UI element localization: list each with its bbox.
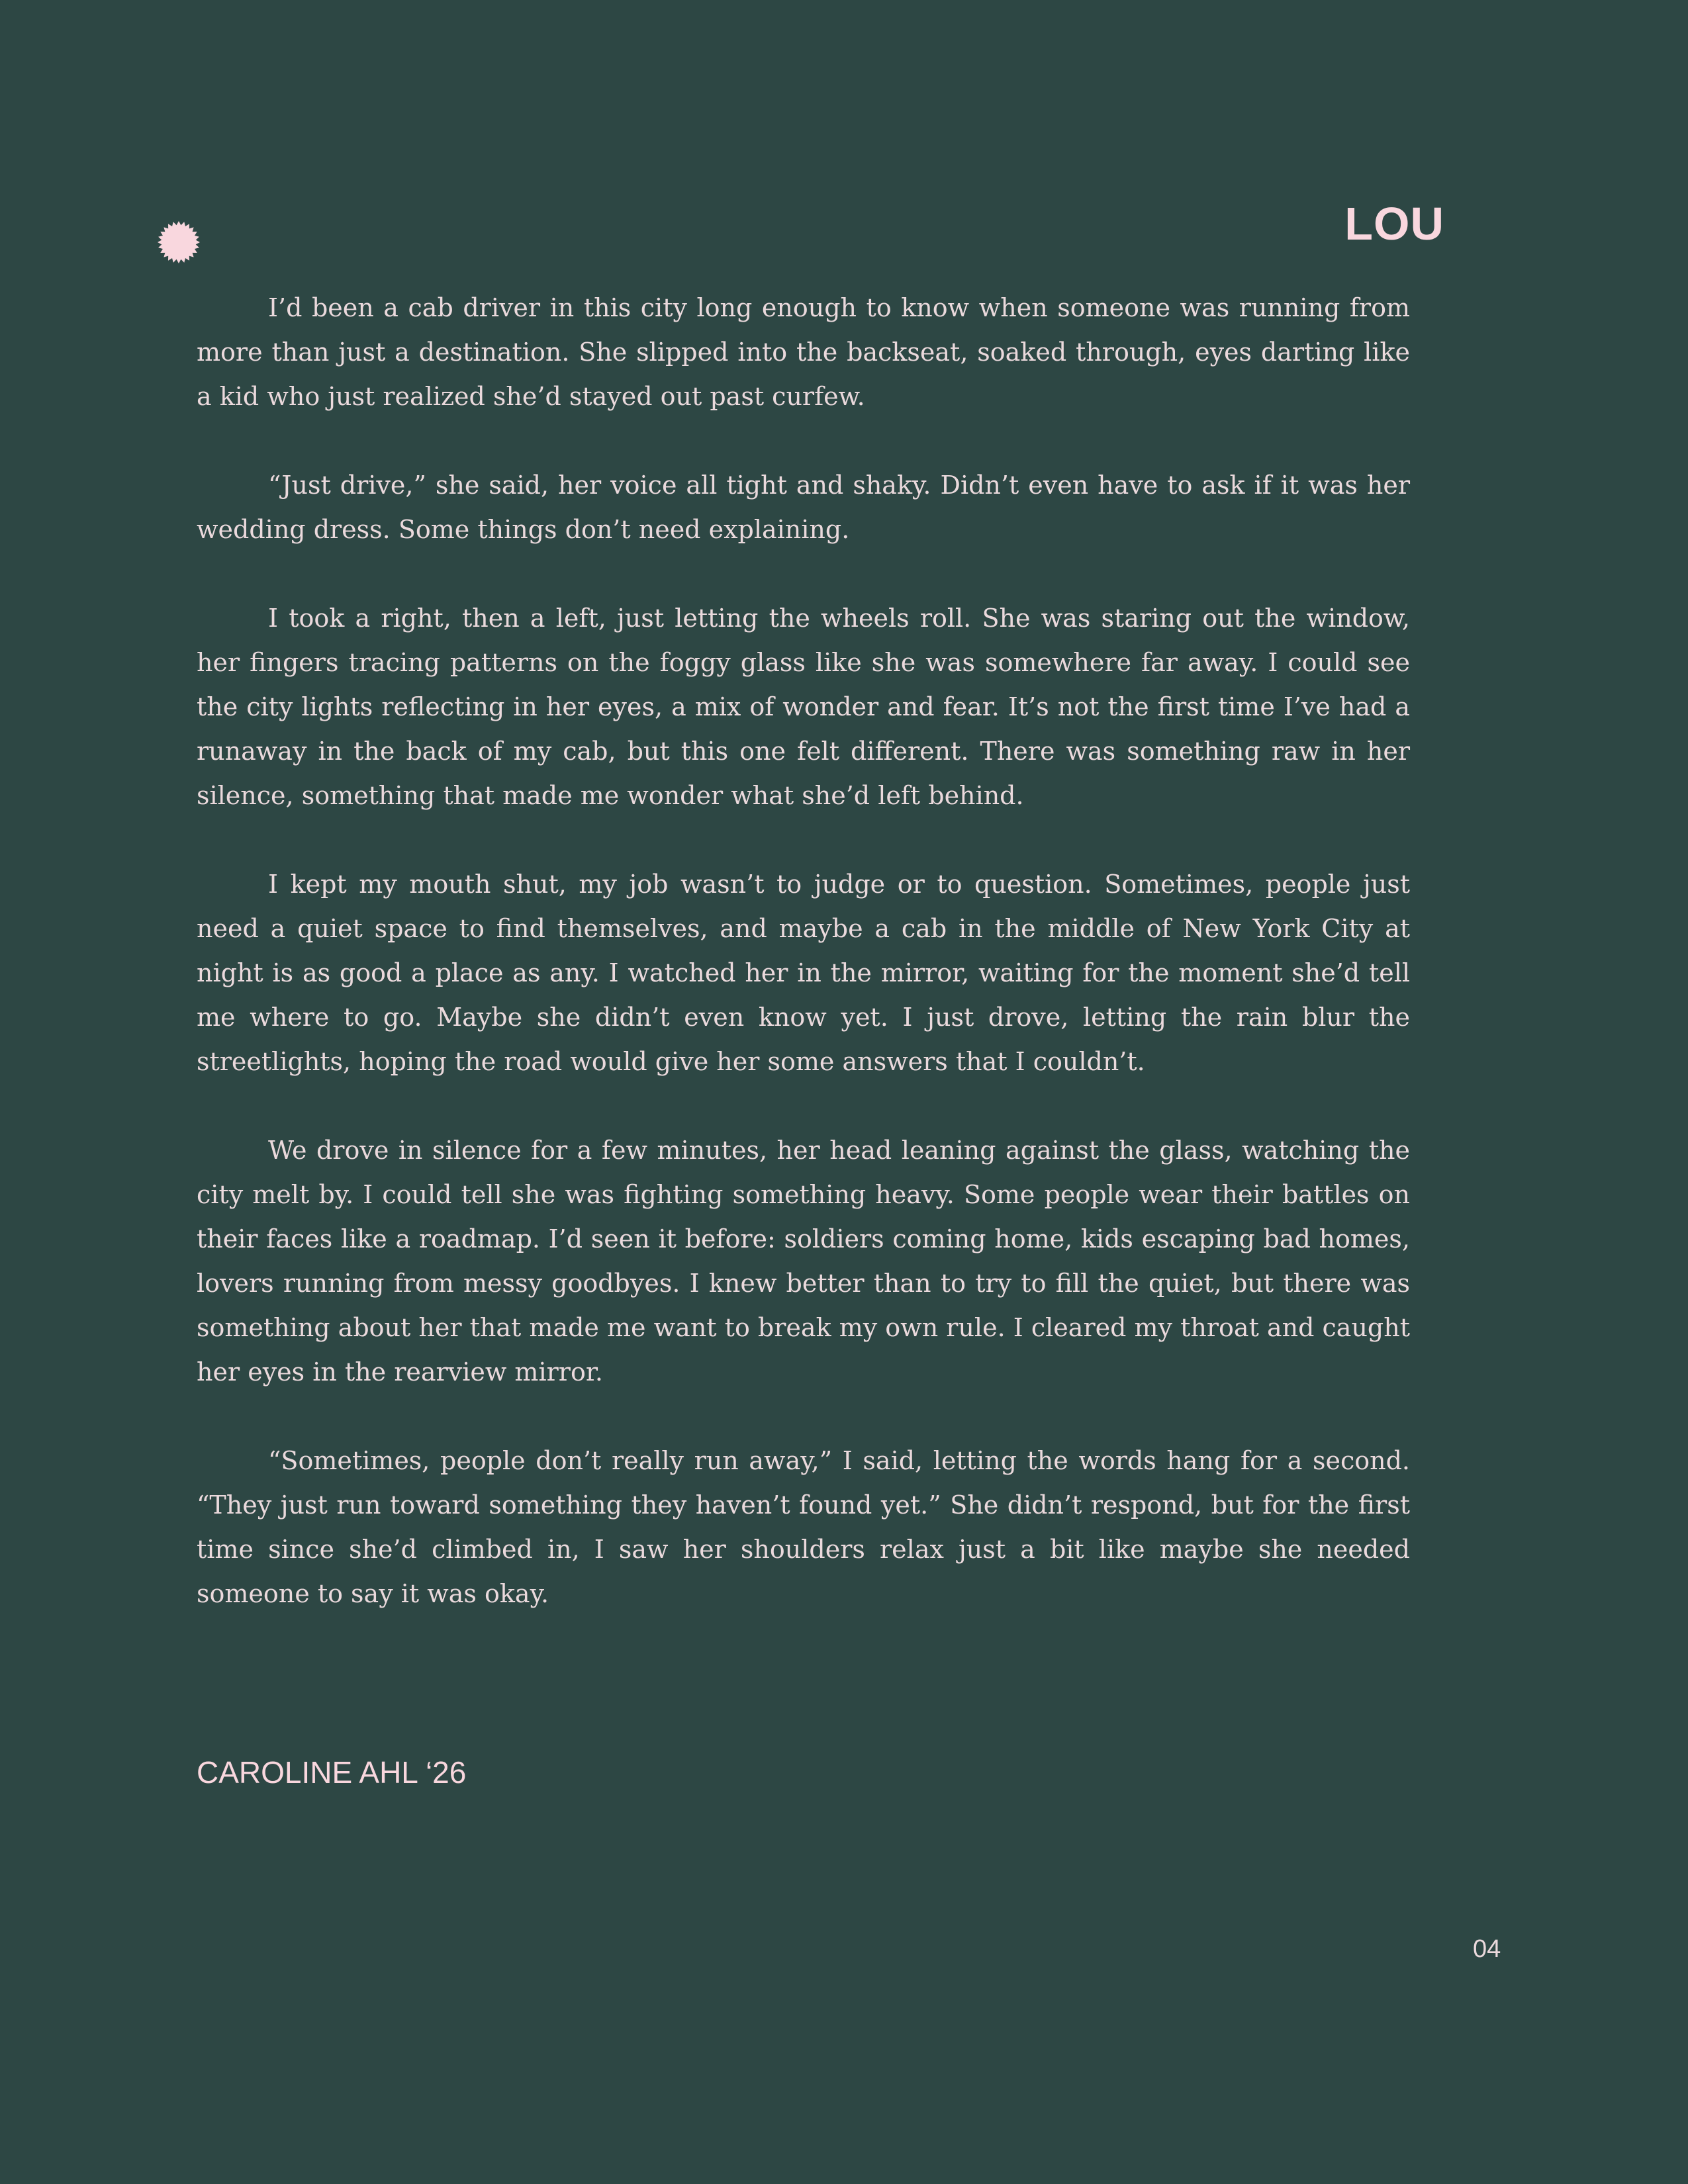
story-paragraph: “Sometimes, people don’t really run away,” I said, letting the words hang for a second. “They just run toward something they haven’t found yet.” She didn’t respond, but for the first time since she’d climbed in, I saw her shoulders relax just a bit like maybe she needed someone to say it was okay. [197,1446,1410,1608]
starburst-shape [158,221,200,263]
story-title: LOU [1344,198,1444,250]
story-paragraph: We drove in silence for a few minutes, her head leaning against the glass, watching the city melt by. I could tell she was fighting something heavy. Some people wear their battles on their faces like a roadmap. I’d seen it before: soldiers coming home, kids escaping bad homes, lovers running from messy goodbyes. I knew better than to try to fill the quiet, but there was something about her that made me want to break my own rule. I cleared my throat and caught her eyes in the rearview mirror. [197,1136,1410,1387]
story-paragraph: I kept my mouth shut, my job wasn’t to judge or to question. Sometimes, people just need a quiet space to find themselves, and maybe a cab in the middle of New York City at night is as good a place as any. I watched her in the mirror, waiting for the moment she’d tell me where to go. Maybe she didn’t even know yet. I just drove, letting the rain blur the streetlights, hoping the road would give her some answers that I couldn’t. [197,870,1410,1076]
story-paragraph: I took a right, then a left, just letting the wheels roll. She was staring out the window, her fingers tracing patterns on the foggy glass like she was somewhere far away. I could see the city lights reflecting in her eyes, a mix of wonder and fear. It’s not the first time I’ve had a runaway in the back of my cab, but this one felt different. There was something raw in her silence, something that made me wonder what she’d left behind. [197,604,1410,810]
author-byline: CAROLINE AHL ‘26 [197,1755,467,1790]
story-paragraph: “Just drive,” she said, her voice all tight and shaky. Didn’t even have to ask if it was her wedding dress. Some things don’t need explaining. [197,471,1410,544]
page-number: 04 [1473,1935,1501,1963]
starburst-icon [157,220,201,264]
story-body [197,286,1410,1661]
story-paragraph: I’d been a cab driver in this city long enough to know when someone was running from more than just a destination. She slipped into the backseat, soaked through, eyes darting like a kid who just realized she’d stayed out past curfew. [197,293,1410,411]
